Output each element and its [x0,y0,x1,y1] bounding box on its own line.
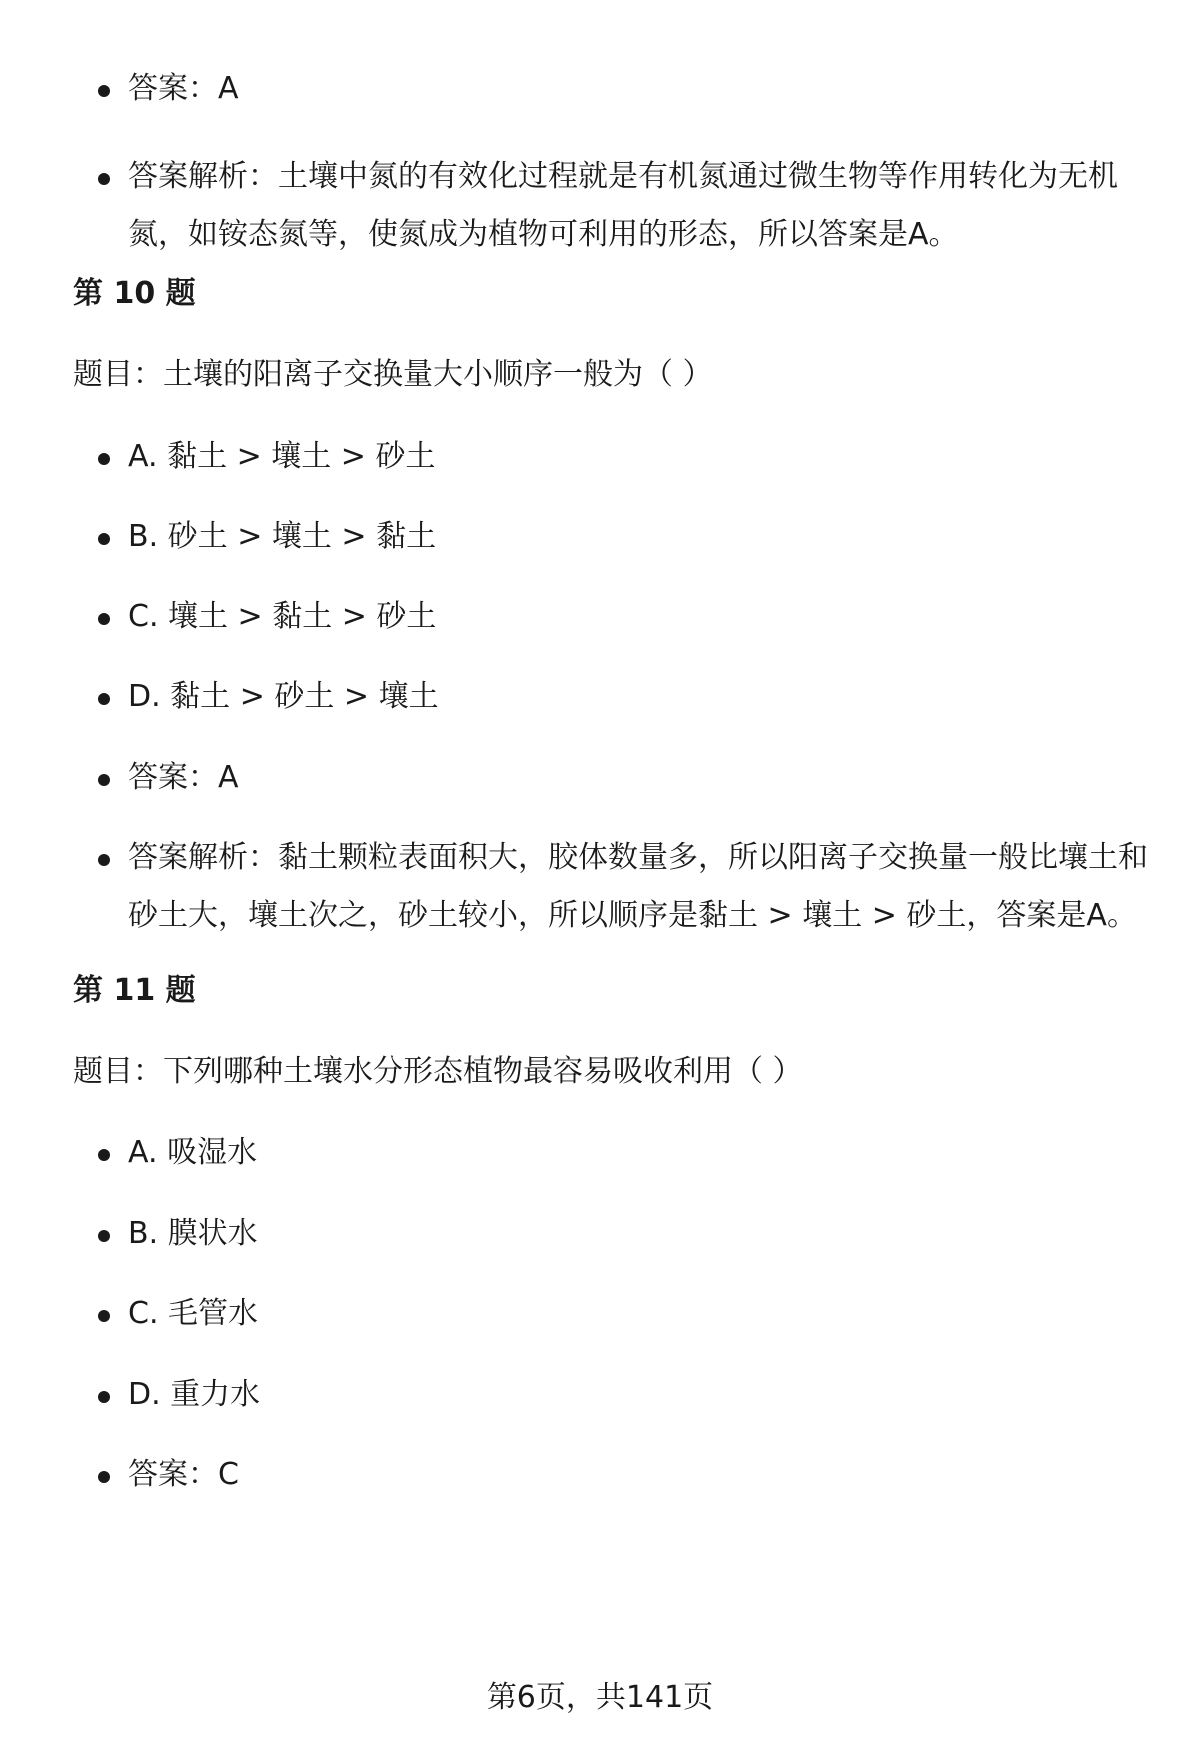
question-10-heading: 第 10 题 [73,276,196,311]
question-11-option-c: C. 毛管水 [128,1285,1148,1343]
question-11-option-a: A. 吸湿水 [128,1124,1148,1182]
prev-answer: 答案：A [128,60,1148,118]
question-11-option-b: B. 膜状水 [128,1205,1148,1263]
question-10-explanation: 答案解析：黏土颗粒表面积大，胶体数量多，所以阳离子交换量一般比壤土和砂土大，壤土次之，砂土较小，所以顺序是黏土 > 壤土 > 砂土，答案是A。 [128,829,1148,945]
question-11-stem: 题目：下列哪种土壤水分形态植物最容易吸收利用（ ） [73,1054,803,1089]
question-10-option-a: A. 黏土 > 壤土 > 砂土 [128,428,1148,486]
question-10-stem: 题目：土壤的阳离子交换量大小顺序一般为（ ） [73,357,713,392]
question-11-answer: 答案：C [128,1446,1148,1504]
prev-explanation: 答案解析：土壤中氮的有效化过程就是有机氮通过微生物等作用转化为无机氮，如铵态氮等，使氮成为植物可利用的形态，所以答案是A。 [128,148,1148,264]
question-10-option-b: B. 砂土 > 壤土 > 黏土 [128,508,1148,566]
question-11-option-d: D. 重力水 [128,1366,1148,1424]
question-10-option-c: C. 壤土 > 黏土 > 砂土 [128,588,1148,646]
page-number-footer: 第6页，共141页 [486,1680,714,1715]
question-11-heading: 第 11 题 [73,973,196,1008]
question-10-answer: 答案：A [128,749,1148,807]
question-10-option-d: D. 黏土 > 砂土 > 壤土 [128,668,1148,726]
